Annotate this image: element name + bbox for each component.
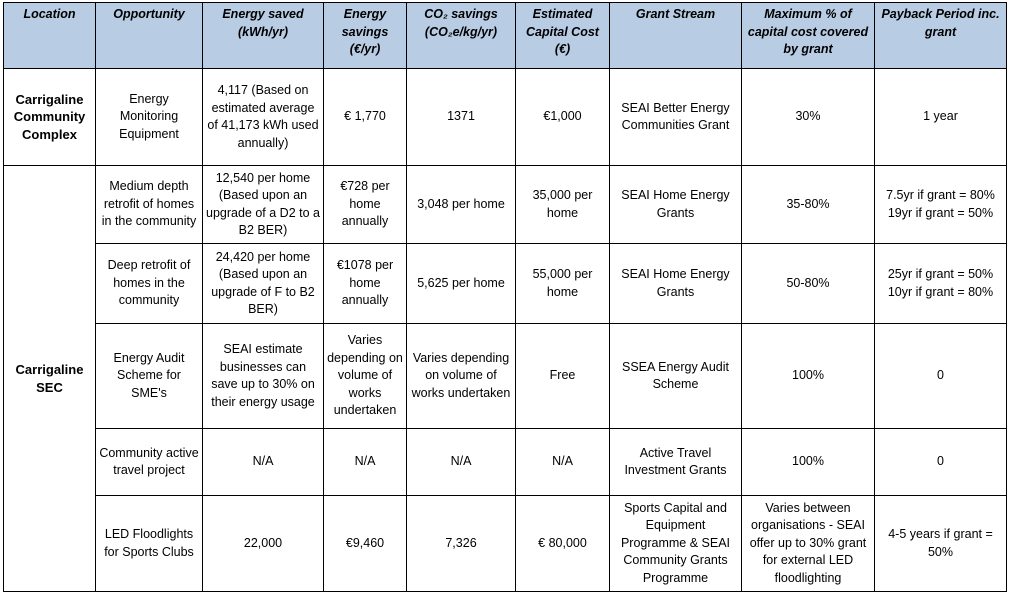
energy-savings-cell: €1078 per home annually <box>324 244 407 324</box>
opportunity-cell: LED Floodlights for Sports Clubs <box>96 496 203 592</box>
energy-saved-cell: 22,000 <box>203 496 324 592</box>
payback-line: 0 <box>937 454 944 469</box>
energy-savings-cell: € 1,770 <box>324 69 407 166</box>
payback-line: 1 year <box>923 109 958 124</box>
header-energy-saved: Energy saved (kWh/yr) <box>203 3 324 69</box>
energy-savings-cell: N/A <box>324 429 407 496</box>
energy-savings-cell: Varies depending on volume of works undertaken <box>324 324 407 429</box>
grant-stream-cell: Active Travel Investment Grants <box>610 429 742 496</box>
grant-opportunities-table <box>3 2 1007 592</box>
payback-line: 25yr if grant = 50% <box>887 267 994 281</box>
payback-line: 19yr if grant = 50% <box>887 205 994 220</box>
grant-stream-cell: SEAI Home Energy Grants <box>610 244 742 324</box>
table-row <box>4 324 1007 429</box>
capital-cost-cell: 35,000 per home <box>516 166 610 244</box>
energy-saved-cell: 12,540 per home (Based upon an upgrade of a D2 to a B2 BER) <box>203 166 324 244</box>
table-row <box>4 496 1007 592</box>
header-row <box>4 3 1007 69</box>
location-cell: Carrigaline SEC <box>4 166 96 592</box>
co2-savings-cell: Varies depending on volume of works undertaken <box>407 324 516 429</box>
energy-savings-cell: €728 per home annually <box>324 166 407 244</box>
max-grant-cell: 50-80% <box>742 244 875 324</box>
max-grant-cell: Varies between organisations - SEAI offer up to 30% grant for external LED floodlighting <box>742 496 875 592</box>
grant-stream-cell: SEAI Better Energy Communities Grant <box>610 69 742 166</box>
payback-cell <box>875 324 1007 429</box>
energy-savings-cell: €9,460 <box>324 496 407 592</box>
co2-savings-cell: 7,326 <box>407 496 516 592</box>
co2-savings-cell: 3,048 per home <box>407 166 516 244</box>
table-row <box>4 166 1007 244</box>
payback-line: 7.5yr if grant = 80% <box>886 188 995 202</box>
table-row <box>4 69 1007 166</box>
capital-cost-cell: Free <box>516 324 610 429</box>
payback-line: 0 <box>937 368 944 383</box>
co2-savings-cell: 5,625 per home <box>407 244 516 324</box>
co2-savings-cell: N/A <box>407 429 516 496</box>
location-cell: Carrigaline Community Complex <box>4 69 96 166</box>
opportunity-cell: Community active travel project <box>96 429 203 496</box>
payback-cell <box>875 429 1007 496</box>
header-grant-stream: Grant Stream <box>610 3 742 69</box>
opportunity-cell: Energy Audit Scheme for SME's <box>96 324 203 429</box>
capital-cost-cell: 55,000 per home <box>516 244 610 324</box>
header-co2-savings: CO₂ savings (CO₂e/kg/yr) <box>407 3 516 69</box>
capital-cost-cell: € 80,000 <box>516 496 610 592</box>
opportunity-cell: Medium depth retrofit of homes in the community <box>96 166 203 244</box>
max-grant-cell: 35-80% <box>742 166 875 244</box>
co2-savings-cell: 1371 <box>407 69 516 166</box>
header-capital-cost: Estimated Capital Cost (€) <box>516 3 610 69</box>
grant-stream-cell: SSEA Energy Audit Scheme <box>610 324 742 429</box>
header-max-grant: Maximum % of capital cost covered by grant <box>742 3 875 69</box>
opportunity-cell: Energy Monitoring Equipment <box>96 69 203 166</box>
header-energy-savings: Energy savings (€/yr) <box>324 3 407 69</box>
max-grant-cell: 100% <box>742 429 875 496</box>
payback-cell <box>875 69 1007 166</box>
max-grant-cell: 30% <box>742 69 875 166</box>
header-opportunity: Opportunity <box>96 3 203 69</box>
energy-saved-cell: SEAI estimate businesses can save up to 30% on their energy usage <box>203 324 324 429</box>
opportunity-cell: Deep retrofit of homes in the community <box>96 244 203 324</box>
grant-stream-cell: Sports Capital and Equipment Programme & SEAI Community Grants Programme <box>610 496 742 592</box>
energy-saved-cell: N/A <box>203 429 324 496</box>
payback-line: 10yr if grant = 80% <box>887 284 994 299</box>
capital-cost-cell: N/A <box>516 429 610 496</box>
capital-cost-cell: €1,000 <box>516 69 610 166</box>
payback-cell <box>875 244 1007 324</box>
grant-stream-cell: SEAI Home Energy Grants <box>610 166 742 244</box>
max-grant-cell: 100% <box>742 324 875 429</box>
table-row <box>4 244 1007 324</box>
table-row <box>4 429 1007 496</box>
payback-line: 4-5 years if grant = 50% <box>888 527 993 559</box>
header-location: Location <box>4 3 96 69</box>
header-payback: Payback Period inc. grant <box>875 3 1007 69</box>
payback-cell <box>875 166 1007 244</box>
payback-cell <box>875 496 1007 592</box>
energy-saved-cell: 24,420 per home (Based upon an upgrade of F to B2 BER) <box>203 244 324 324</box>
energy-saved-cell: 4,117 (Based on estimated average of 41,173 kWh used annually) <box>203 69 324 166</box>
